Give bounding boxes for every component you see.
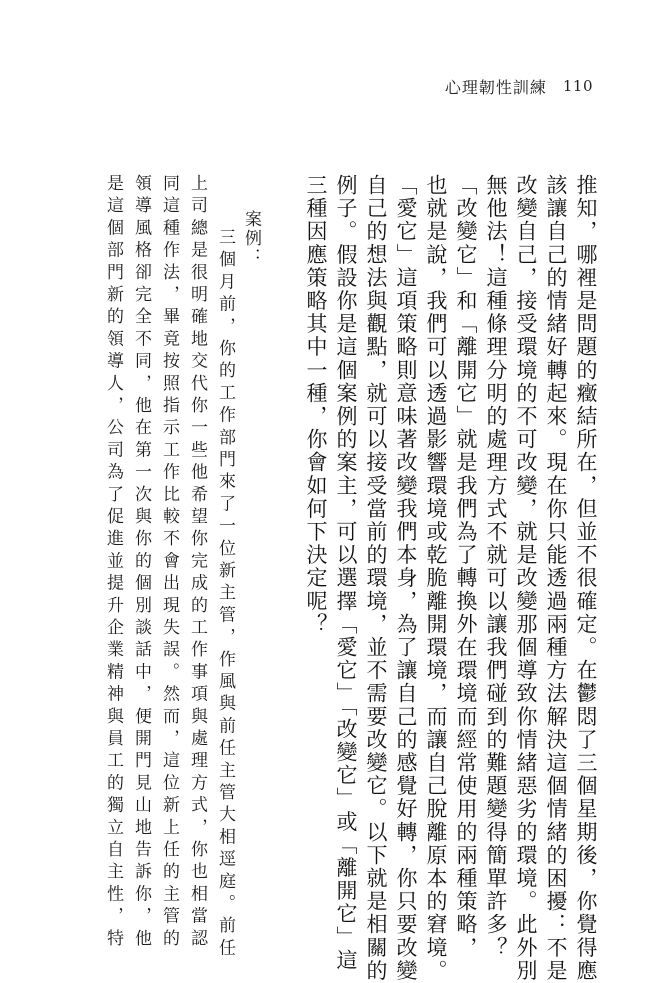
body-column: 也就是說，我們可以透過影響環境或乾脆離開環境，而讓自己脫離原本的窘境。 — [424, 174, 448, 983]
case-column: 是這個部門新的領導人，公司為了促進並提升企業精神與員工的獨立自主性，特 — [103, 174, 123, 951]
book-title: 心理韌性訓練 — [444, 77, 547, 97]
body-column: 無他法！這種條理分明的處理方式不就可以讓我們碰到的難題變得簡單許多？ — [484, 174, 508, 960]
page-number: 110 — [562, 77, 593, 95]
body-column: 該讓自己的情緒好轉起來。現在你只能透過兩種方法解決這個情緒的困擾：不是 — [544, 174, 568, 983]
case-column: 領導風格卻完全不同，他在第一次與你的個別談話中，便開門見山地告訴你，他 — [131, 174, 151, 951]
body-column: 三種因應策略其中一種，你會如何下決定呢？ — [304, 174, 328, 636]
running-header — [445, 74, 593, 98]
body-column: 推知，哪裡是問題的癥結所在，但並不很確定。在鬱悶了三個星期後，你覺得應 — [574, 174, 598, 983]
case-title: 案例： — [241, 210, 261, 267]
case-column: 上司總是很明確地交代你一些他希望你完成的工作事項與處理方式，你也相當認 — [187, 174, 207, 951]
body-column: 例子。假設你是這個案例的案主，可以選擇「愛它」「改變它」或「離開它」這 — [334, 174, 358, 972]
body-column: 「改變它」和「離開它」就是我們為了轉換外在環境而經常使用的兩種策略， — [454, 174, 478, 960]
case-column: 同這種作法，畢竟按照指示工作比較不會出現失誤。然而，這位新上任的主管的 — [159, 174, 179, 951]
body-column: 自己的想法與觀點，就可以接受當前的環境，並不需要改變它。以下就是相關的 — [364, 174, 388, 983]
body-column: 「愛它」這項策略則意味著改變我們本身，為了讓自己的感覺好轉，你只要改變 — [394, 174, 418, 983]
body-column: 改變自己，接受環境的不可改變，就是改變那個導致你情緒惡劣的環境。此外別 — [514, 174, 538, 983]
case-column: 三個月前，你的工作部門來了一位新主管，作風與前任主管大相逕庭。前任 — [215, 228, 235, 961]
